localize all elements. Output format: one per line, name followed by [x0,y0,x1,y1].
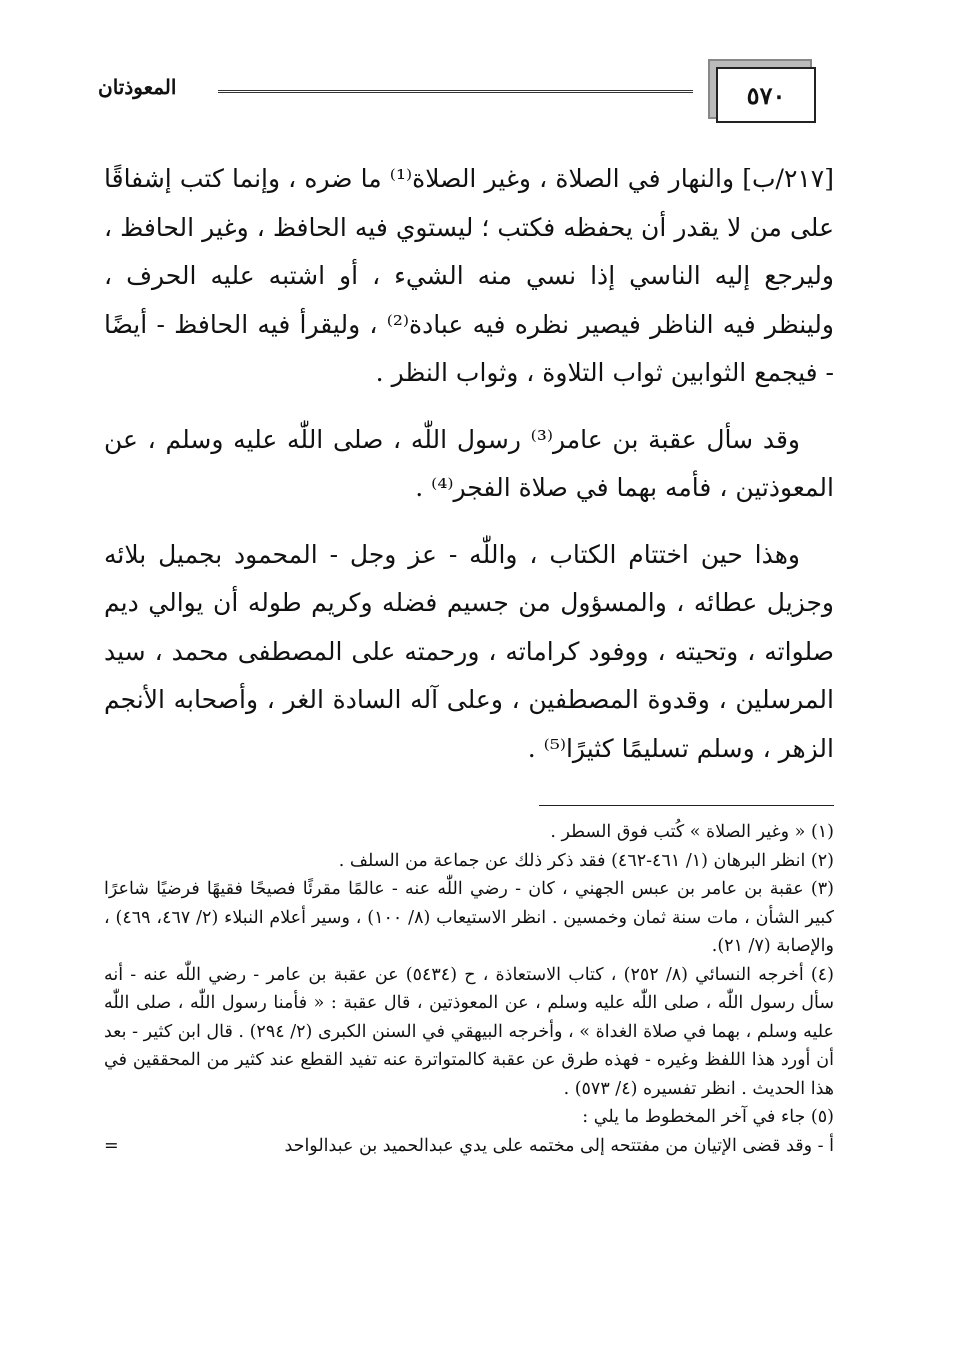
footnote-1: (١) « وغير الصلاة » كُتب فوق السطر . [550,822,834,842]
footnote-5-item-a-text: أ - وقد قضى الإتيان من مفتتحه إلى مختمه على يدي عبدالحميد بن عبدالواحد [284,1135,834,1156]
footnote-2: (٢) انظر البرهان (١/ ٤٦١-٤٦٢) فقد ذكر ذلك عن جماعة من السلف . [338,850,834,871]
paragraph-1: [٢١٧/ب] والنهار في الصلاة ، وغير الصلاة⁽¹⁾ ما ضره ، وإنما كتب إشفاقًا على من لا يقدر أن يحفظه فكتب ؛ ليستوي فيه الحافظ ، وغير الحافظ ، وليرجع إليه الناسي إذا نسي منه الشيء ، أو اشتبه عليه الحرف ، ولينظر فيه الناظر فيصير نظره فيه عبادة⁽²⁾ ، وليقرأ فيه الحافظ - أيضًا - فيجمع الثوابين ثواب التلاوة ، وثواب النظر . [104,164,834,387]
paragraph-3: وهذا حين اختتام الكتاب ، واللّٰه - عز وجل - المحمود بجميل بلائه وجزيل عطائه ، والمسؤول من جسيم فضله وكريم طوله أن يوالي ديم صلواته ، وتحيته ، ووفود كراماته ، ورحمته على المصطفى محمد ، سيد المرسلين ، وقدوة المصطفين ، وعلى آله السادة الغر ، وأصحابه الأنجم الزهر ، وسلم تسليمًا كثيرًا⁽⁵⁾ . [104,539,834,763]
footnote-3: (٣) عقبة بن عامر بن عبس الجهني ، كان - رضي اللّٰه عنه - عالمًا مقرئًا فصيحًا فقيهًا فرضيًا شاعرًا كبير الشأن ، مات سنة ثمان وخمسين . انظر الاستيعاب (٨/ ١٠٠) ، وسير أعلام النبلاء (٢/ ٤٦٧، ٤٦٩) ، والإصابة (٧/ ٢١). [104,879,834,956]
footnote-divider [539,805,834,806]
paragraph-2: وقد سأل عقبة بن عامر⁽³⁾ رسول اللّٰه ، صلى اللّٰه عليه وسلم ، عن المعوذتين ، فأمه بهما في صلاة الفجر⁽⁴⁾ . [104,424,834,502]
footnote-4: (٤) أخرجه النسائي (٨/ ٢٥٢) ، كتاب الاستعاذة ، ح (٥٤٣٤) عن عقبة بن عامر - رضي اللّٰه عنه - أنه سأل رسول اللّٰه ، صلى اللّٰه عليه وسلم ، عن المعوذتين ، قال عقبة : « فأمنا رسول اللّٰه ، صلى اللّٰه عليه وسلم ، بهما في صلاة الغداة » ، وأخرجه البيهقي في السنن الكبرى (٢/ ٢٩٤) . قال ابن كثير - بعد أن أورد هذا اللفظ وغيره - فهذه طرق عن عقبة كالمتواترة عنه تفيد القطع عند كثير من المحققين في هذا الحديث . انظر تفسيره (٤/ ٥٧٣) . [104,964,834,1099]
header-rule [218,90,693,93]
footnote-5-item-a [104,1132,834,1161]
continuation-mark: = [104,1135,119,1156]
footnote-5: (٥) جاء في آخر المخطوط ما يلي : [582,1107,834,1127]
page-header [98,55,838,125]
running-title: المعوذتان [98,75,177,99]
page-number: ٥٧٠ [716,67,816,123]
main-text [104,155,834,791]
footnotes [104,818,834,1160]
